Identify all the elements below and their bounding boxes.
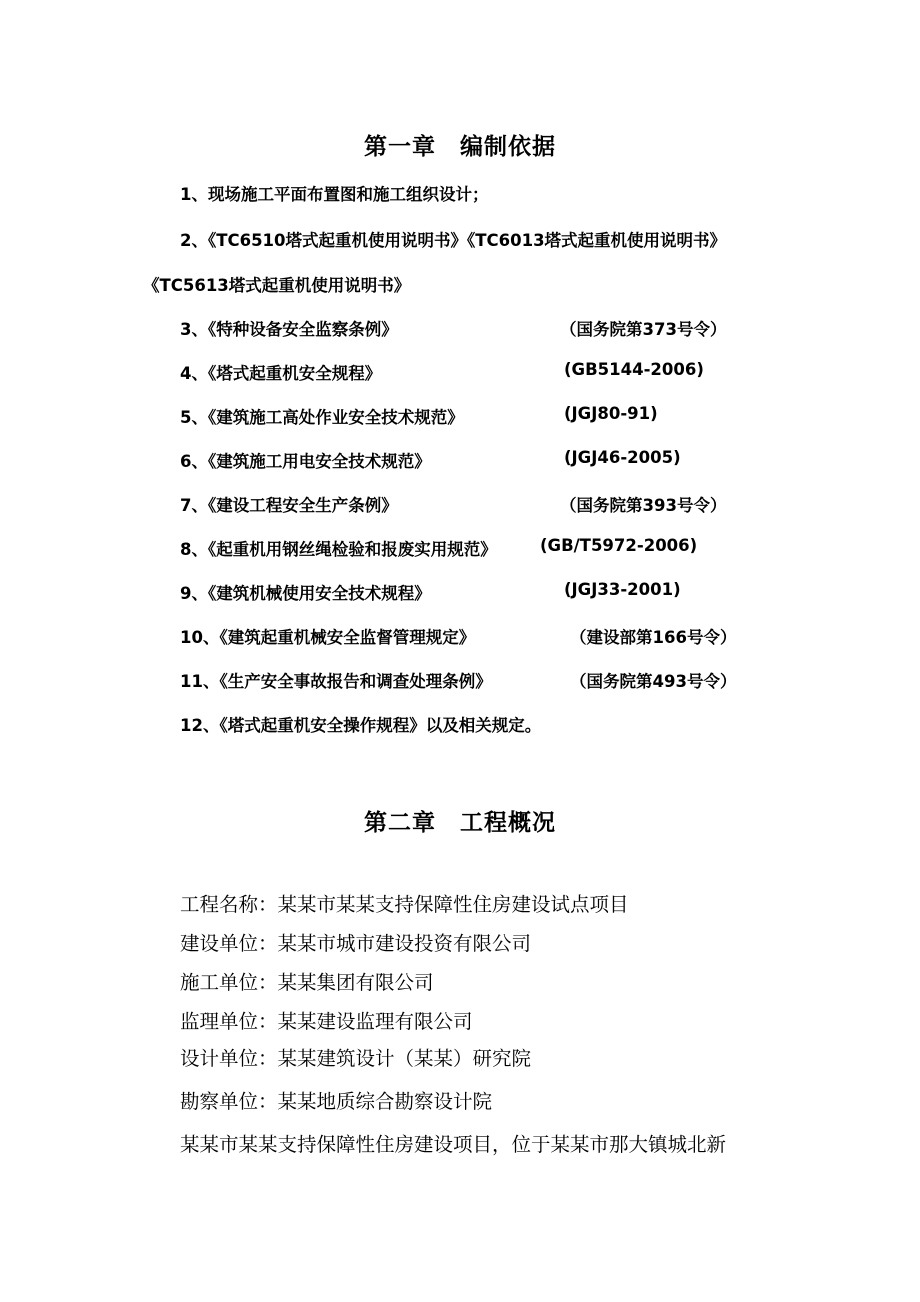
chapter-1-title: 第一章 编制依据 [364,134,556,160]
reference-note: （国务院第493号令） [570,672,737,691]
reference-item: 8、《起重机用钢丝绳检验和报废实用规范》 [180,540,497,559]
reference-note: (JGJ46-2005) [564,448,681,467]
reference-item: 9、《建筑机械使用安全技术规程》 [180,584,431,603]
contractor: 施工单位：某某集团有限公司 [180,971,434,994]
construction-owner: 建设单位：某某市城市建设投资有限公司 [180,932,532,955]
reference-item: 4、《塔式起重机安全规程》 [180,364,382,383]
reference-note: （国务院第373号令） [560,320,727,339]
reference-item: 《TC5613塔式起重机使用说明书》 [143,276,411,295]
reference-note: (JGJ80-91) [564,404,658,423]
reference-item: 11、《生产安全事故报告和调查处理条例》 [180,672,492,691]
reference-note: （国务院第393号令） [560,496,727,515]
reference-item: 10、《建筑起重机械安全监督管理规定》 [180,628,476,647]
design-unit: 设计单位：某某建筑设计（某某）研究院 [180,1047,532,1070]
reference-note: (GB5144-2006) [564,360,704,379]
reference-item: 1、现场施工平面布置图和施工组织设计； [180,185,489,204]
reference-note: (JGJ33-2001) [564,580,681,599]
reference-item: 6、《建筑施工用电安全技术规范》 [180,452,431,471]
reference-note: （建设部第166号令） [570,628,737,647]
project-description: 某某市某某支持保障性住房建设项目，位于某某市那大镇城北新 [180,1133,727,1156]
reference-item: 3、《特种设备安全监察条例》 [180,320,398,339]
supervisor: 监理单位：某某建设监理有限公司 [180,1010,473,1033]
survey-unit: 勘察单位：某某地质综合勘察设计院 [180,1090,493,1113]
reference-note: (GB/T5972-2006) [540,536,698,555]
chapter-2-title: 第二章 工程概况 [364,810,556,836]
project-name: 工程名称：某某市某某支持保障性住房建设试点项目 [180,893,629,916]
reference-item: 2、《TC6510塔式起重机使用说明书》《TC6013塔式起重机使用说明书》 [180,231,727,250]
reference-item: 5、《建筑施工高处作业安全技术规范》 [180,408,464,427]
reference-item: 7、《建设工程安全生产条例》 [180,496,398,515]
reference-item: 12、《塔式起重机安全操作规程》以及相关规定。 [180,716,542,735]
